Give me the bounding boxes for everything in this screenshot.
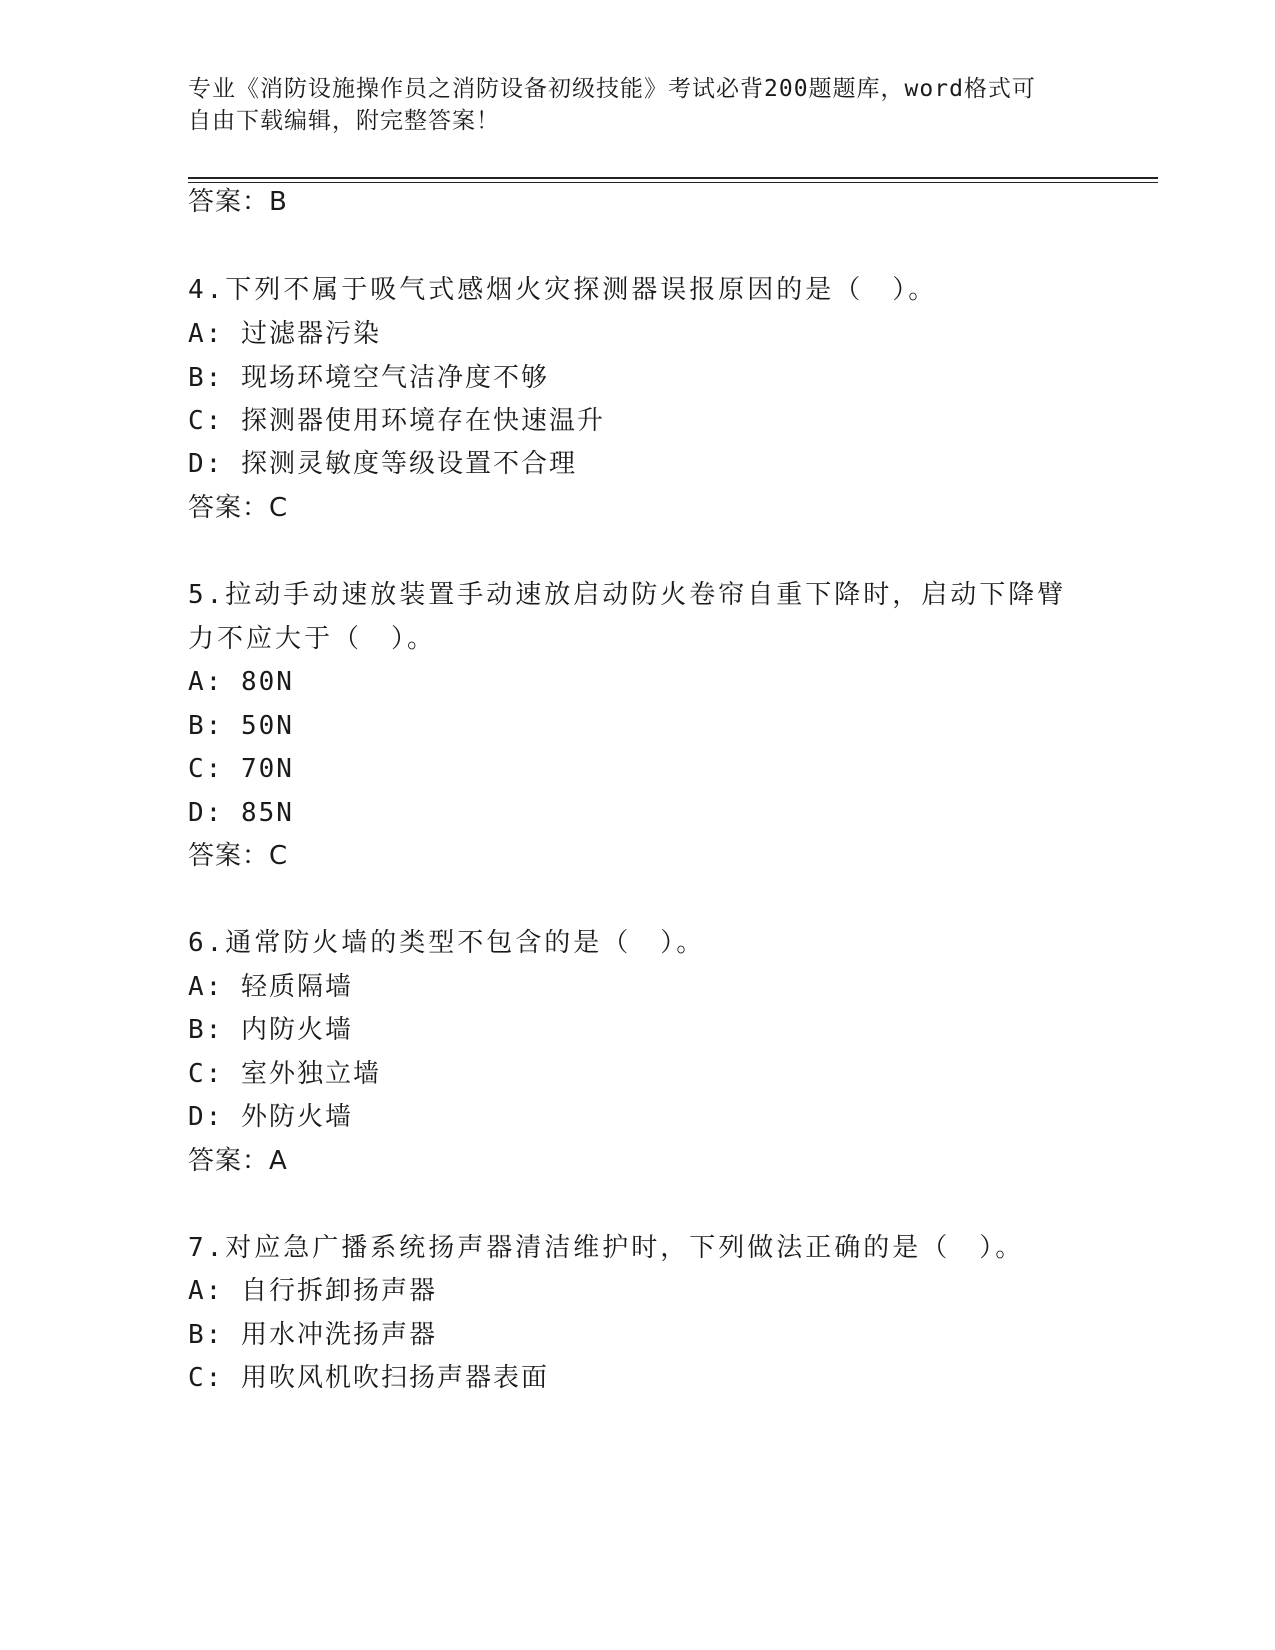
question-stem: 6.通常防火墙的类型不包含的是（ ）。 [188,928,706,958]
option-line: B: 内防火墙 [188,1015,353,1045]
option-line: A: 轻质隔墙 [188,972,353,1002]
option-line: A: 自行拆卸扬声器 [188,1276,437,1306]
answer-line: 答案：C [188,493,289,523]
option-line: B: 用水冲洗扬声器 [188,1320,437,1350]
document-header [188,73,1088,137]
option-line: C: 探测器使用环境存在快速温升 [188,406,605,436]
option-line: D: 探测灵敏度等级设置不合理 [188,449,577,479]
option-line: B: 现场环境空气洁净度不够 [188,363,549,393]
option-line: D: 外防火墙 [188,1102,353,1132]
option-line: A: 80N [188,667,294,697]
header-divider-thick [188,177,1158,179]
header-line-2: 自由下载编辑，附完整答案！ [188,108,500,134]
option-line: B: 50N [188,711,294,741]
header-line-1: 专业《消防设施操作员之消防设备初级技能》考试必背200题题库，word格式可 [188,76,1036,102]
question-stem-continued: 力不应大于（ ）。 [188,624,437,654]
option-line: A: 过滤器污染 [188,319,381,349]
question-stem: 7.对应急广播系统扬声器清洁维护时，下列做法正确的是（ ）。 [188,1233,1025,1263]
answer-line: 答案：A [188,1146,288,1176]
question-stem: 4.下列不属于吸气式感烟火灾探测器误报原因的是（ ）。 [188,275,938,305]
option-line: D: 85N [188,798,294,828]
option-line: C: 70N [188,754,294,784]
option-line: C: 室外独立墙 [188,1059,381,1089]
answer-line: 答案：C [188,841,289,871]
answer-line: 答案：B [188,187,288,217]
question-stem: 5.拉动手动速放装置手动速放启动防火卷帘自重下降时，启动下降臂 [188,580,1067,610]
option-line: C: 用吹风机吹扫扬声器表面 [188,1363,549,1393]
header-divider-thin [188,182,1158,183]
